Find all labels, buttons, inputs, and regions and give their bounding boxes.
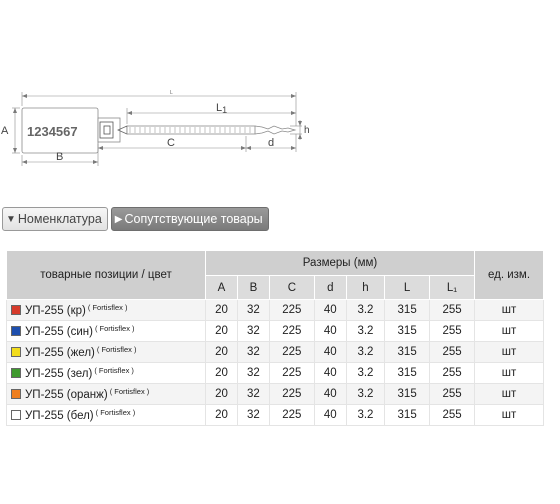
- dimension-cell: 255: [430, 384, 475, 405]
- tab-related-products[interactable]: [111, 207, 269, 231]
- dimension-cell: 255: [430, 363, 475, 384]
- unit-cell: шт: [475, 363, 544, 384]
- chevron-right-icon: ▶: [114, 213, 123, 225]
- dimension-cell: 315: [385, 321, 430, 342]
- table-row[interactable]: [7, 405, 544, 426]
- dimension-cell: 3.2: [346, 342, 384, 363]
- dimension-cell: 225: [269, 363, 314, 384]
- dimension-cell: 40: [314, 300, 346, 321]
- column-header: C: [269, 276, 314, 300]
- product-name: УП-255 (син): [25, 326, 93, 338]
- seal-dimension-diagram: [0, 80, 320, 180]
- product-name: УП-255 (кр): [25, 305, 86, 317]
- dimension-cell: 32: [237, 384, 269, 405]
- table-row[interactable]: [7, 300, 544, 321]
- dimension-cell: 32: [237, 363, 269, 384]
- product-name-cell: [7, 300, 206, 321]
- dim-label-h: h: [304, 125, 310, 136]
- product-name: УП-255 (жел): [25, 347, 95, 359]
- dimension-cell: 40: [314, 363, 346, 384]
- dimension-cell: 315: [385, 384, 430, 405]
- chevron-down-icon: ▼: [6, 213, 16, 225]
- dimension-cell: 20: [206, 384, 238, 405]
- product-name: УП-255 (бел): [25, 410, 94, 422]
- table-row[interactable]: [7, 321, 544, 342]
- seal-serial-number: 1234567: [27, 124, 78, 139]
- header-dimensions: Размеры (мм): [206, 251, 475, 276]
- unit-cell: шт: [475, 300, 544, 321]
- brand-label: ( Fortisflex ): [87, 303, 128, 312]
- color-swatch-icon: [11, 326, 21, 336]
- tab-related-products-label: Сопутствующие товары: [124, 212, 263, 226]
- dim-label-B: B: [56, 151, 64, 163]
- dimension-cell: 3.2: [346, 321, 384, 342]
- dim-label-L: L: [170, 90, 173, 96]
- dimension-cell: 20: [206, 321, 238, 342]
- dimension-cell: 20: [206, 405, 238, 426]
- brand-label: ( Fortisflex ): [94, 366, 134, 375]
- tab-nomenclature-label: Номенклатура: [17, 212, 102, 226]
- table-row[interactable]: [7, 384, 544, 405]
- dimension-cell: 32: [237, 342, 269, 363]
- product-name-cell: [7, 363, 206, 384]
- unit-cell: шт: [475, 384, 544, 405]
- product-name: УП-255 (оранж): [25, 389, 108, 401]
- color-swatch-icon: [11, 368, 21, 378]
- dimension-cell: 315: [385, 363, 430, 384]
- dimension-cell: 32: [237, 321, 269, 342]
- dimension-cell: 255: [430, 405, 475, 426]
- dim-label-L1: L1: [216, 102, 228, 115]
- table-row[interactable]: [7, 342, 544, 363]
- product-name-cell: [7, 405, 206, 426]
- brand-label: ( Fortisflex ): [96, 345, 137, 354]
- dimension-cell: 32: [237, 405, 269, 426]
- column-header: B: [237, 276, 269, 300]
- product-name-cell: [7, 384, 206, 405]
- dimension-cell: 225: [269, 300, 314, 321]
- dimension-cell: 40: [314, 342, 346, 363]
- dimension-cell: 225: [269, 321, 314, 342]
- color-swatch-icon: [11, 389, 21, 399]
- dimension-cell: 255: [430, 300, 475, 321]
- dimension-cell: 3.2: [346, 300, 384, 321]
- dimension-cell: 225: [269, 384, 314, 405]
- dimension-cell: 3.2: [346, 405, 384, 426]
- dimension-cell: 40: [314, 405, 346, 426]
- product-spec-table: [6, 250, 544, 426]
- product-tabs: [2, 207, 269, 232]
- table-row[interactable]: [7, 363, 544, 384]
- color-swatch-icon: [11, 410, 21, 420]
- dimension-cell: 32: [237, 300, 269, 321]
- dimension-cell: 40: [314, 321, 346, 342]
- unit-cell: шт: [475, 342, 544, 363]
- dimension-cell: 20: [206, 363, 238, 384]
- dimension-cell: 255: [430, 321, 475, 342]
- header-product-name: товарные позиции / цвет: [7, 251, 206, 300]
- dimension-cell: 20: [206, 342, 238, 363]
- column-header: d: [314, 276, 346, 300]
- tab-nomenclature[interactable]: [2, 207, 108, 231]
- dimension-cell: 315: [385, 300, 430, 321]
- color-swatch-icon: [11, 305, 21, 315]
- dim-label-A: A: [1, 125, 9, 137]
- brand-label: ( Fortisflex ): [95, 408, 136, 417]
- column-header: A: [206, 276, 238, 300]
- column-header: L: [385, 276, 430, 300]
- header-unit: ед. изм.: [475, 251, 544, 300]
- dim-label-d: d: [268, 137, 275, 149]
- product-name-cell: [7, 342, 206, 363]
- color-swatch-icon: [11, 347, 21, 357]
- column-header: L₁: [430, 276, 475, 300]
- product-name-cell: [7, 321, 206, 342]
- dimension-cell: 20: [206, 300, 238, 321]
- dimension-cell: 225: [269, 405, 314, 426]
- brand-label: ( Fortisflex ): [94, 324, 135, 333]
- dimension-cell: 3.2: [346, 363, 384, 384]
- dim-label-C: C: [167, 137, 175, 149]
- column-header: h: [346, 276, 384, 300]
- unit-cell: шт: [475, 321, 544, 342]
- dimension-cell: 315: [385, 342, 430, 363]
- dimension-cell: 3.2: [346, 384, 384, 405]
- unit-cell: шт: [475, 405, 544, 426]
- product-name: УП-255 (зел): [25, 368, 93, 380]
- dimension-cell: 225: [269, 342, 314, 363]
- dimension-cell: 40: [314, 384, 346, 405]
- seal-strap: [127, 126, 255, 134]
- brand-label: ( Fortisflex ): [109, 387, 150, 396]
- dimension-cell: 315: [385, 405, 430, 426]
- dimension-cell: 255: [430, 342, 475, 363]
